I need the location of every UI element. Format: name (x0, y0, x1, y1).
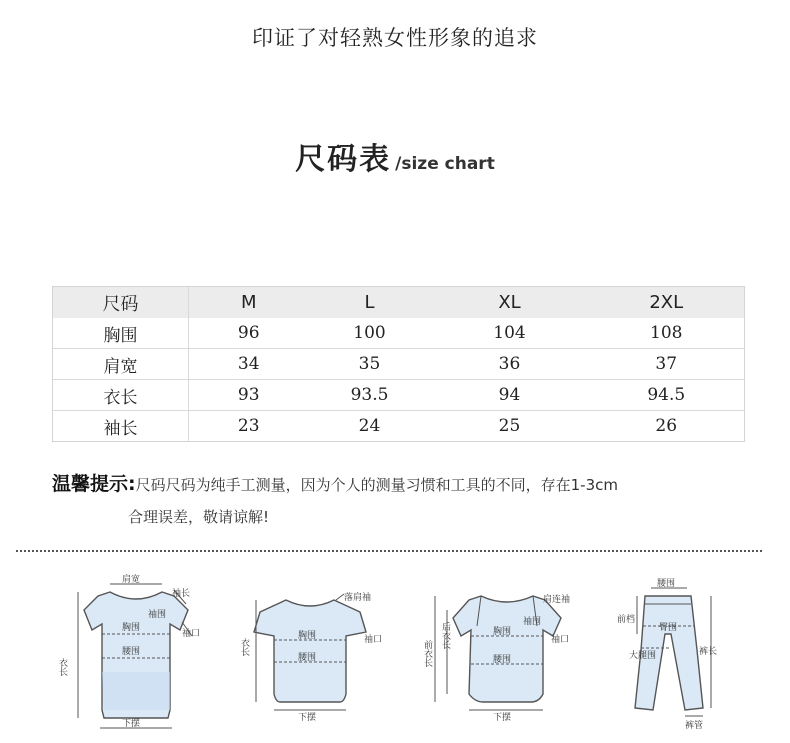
label-front-length: 前衣长 (422, 640, 432, 667)
table-cell: 34 (189, 349, 309, 380)
table-cell: 94.5 (589, 380, 745, 411)
label-hem: 下摆 (493, 713, 512, 723)
tips-line-2: 合理误差，敬请谅解! (128, 508, 270, 526)
column-header: L (309, 287, 431, 319)
tips-line-1: 尺码尺码为纯手工测量，因为个人的测量习惯和工具的不同，存在1-3cm (135, 476, 618, 494)
diagram-trousers (615, 570, 725, 743)
size-table (52, 286, 745, 442)
label-chest: 胸围 (493, 627, 512, 637)
label-pant-length: 裤长 (699, 647, 718, 657)
row-label: 袖长 (53, 411, 189, 442)
label-waist: 腰围 (122, 647, 141, 657)
label-shoulder: 肩宽 (122, 575, 141, 585)
size-table-header (53, 287, 745, 319)
label-thigh: 大腿围 (629, 651, 657, 661)
table-cell: 96 (189, 318, 309, 349)
table-row (53, 380, 745, 411)
row-label: 肩宽 (53, 349, 189, 380)
column-header: M (189, 287, 309, 319)
label-hem: 下摆 (298, 713, 317, 723)
dotted-divider (16, 550, 762, 552)
table-cell: 25 (498, 416, 521, 436)
table-row (53, 349, 745, 380)
size-chart-subtitle: /size chart (395, 154, 495, 174)
label-length: 衣长 (239, 638, 249, 656)
label-sleeve: 袖围 (523, 617, 542, 627)
label-sleeve-length: 袖长 (172, 589, 191, 599)
row-label: 衣长 (53, 380, 189, 411)
label-waist: 腰围 (657, 579, 676, 589)
label-waist: 腰围 (298, 653, 317, 663)
table-row (53, 318, 745, 349)
label-drop-sleeve: 落肩袖 (344, 593, 372, 603)
label-leg-opening: 裤管 (685, 721, 704, 731)
label-sleeve: 袖围 (148, 610, 167, 620)
size-chart-heading (0, 134, 790, 178)
label-back-length: 后衣长 (440, 622, 450, 649)
table-cell: 93 (189, 380, 309, 411)
label-chest: 胸围 (122, 623, 141, 633)
label-hem: 下摆 (122, 719, 141, 729)
tshirt-fitted-illustration (57, 570, 210, 739)
diagram-tshirt-drop-shoulder (240, 570, 390, 743)
row-label: 胸围 (53, 318, 189, 349)
table-cell: 108 (589, 318, 745, 349)
label-raglan: 肩连袖 (543, 595, 571, 605)
tshirt-raglan-illustration (422, 570, 585, 739)
table-cell: 24 (358, 416, 381, 436)
table-cell: 23 (237, 416, 260, 436)
trousers-illustration (615, 570, 725, 739)
label-chest: 胸围 (298, 631, 317, 641)
table-cell: 36 (431, 349, 589, 380)
table-cell: 104 (431, 318, 589, 349)
table-cell: 35 (309, 349, 431, 380)
label-hip: 臀围 (659, 623, 678, 633)
label-length: 衣长 (57, 658, 67, 676)
column-header: 2XL (589, 287, 745, 319)
label-waist: 腰围 (493, 655, 512, 665)
table-cell: 37 (589, 349, 745, 380)
label-cuff: 袖口 (182, 629, 201, 639)
diagram-tshirt-fitted (57, 570, 210, 743)
diagram-tshirt-raglan (422, 570, 585, 743)
column-header: 尺码 (53, 287, 189, 319)
table-row (53, 411, 745, 442)
table-cell: 100 (309, 318, 431, 349)
column-header: XL (431, 287, 589, 319)
table-cell: 26 (655, 416, 678, 436)
size-chart-title: 尺码表 (295, 142, 392, 177)
label-rise: 前档 (617, 615, 636, 625)
label-cuff: 袖口 (364, 635, 383, 645)
measurement-tips (52, 474, 752, 527)
tagline: 印证了对轻熟女性形象的追求 (252, 26, 538, 50)
label-cuff: 袖口 (551, 635, 570, 645)
tshirt-drop-shoulder-illustration (240, 570, 390, 739)
tips-label: 温馨提示: (52, 473, 136, 495)
table-cell: 94 (431, 380, 589, 411)
table-cell: 93.5 (309, 380, 431, 411)
